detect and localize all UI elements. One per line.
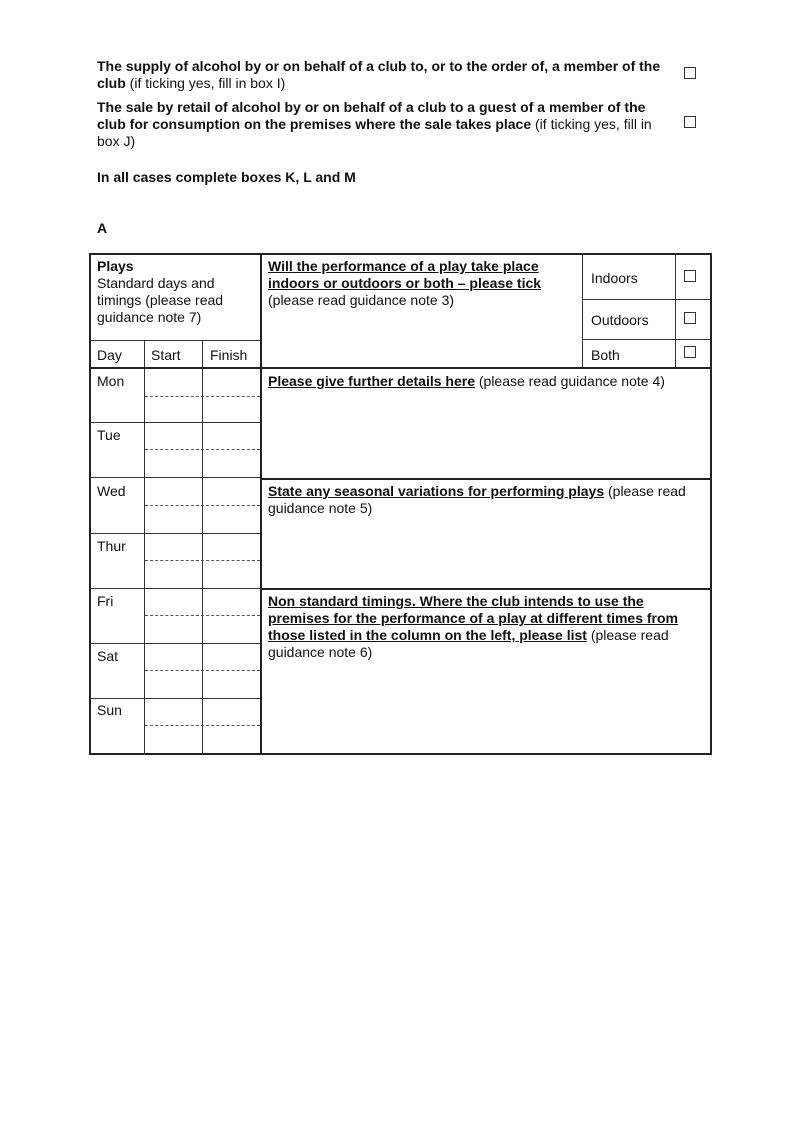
fri-divider [145, 615, 260, 616]
row-line-tue [90, 477, 260, 478]
location-question [268, 258, 576, 309]
wed-divider [145, 505, 260, 506]
option-indoors-label: Indoors [591, 270, 638, 286]
day-label-wed: Wed [97, 483, 126, 499]
row-line-sat [90, 698, 260, 699]
sun-divider [145, 725, 260, 726]
line-indoors-bottom [583, 299, 711, 300]
row-line-wed [90, 533, 260, 534]
seasonal-variations-section [268, 483, 688, 517]
tue-divider [145, 449, 260, 450]
divider-left-right [260, 253, 262, 755]
alcohol-sale-guest-checkbox[interactable] [684, 116, 696, 128]
indoors-checkbox[interactable] [684, 270, 696, 282]
further-details-note: (please read guidance note 4) [474, 373, 665, 389]
section-letter: A [97, 220, 108, 236]
divider-tick-column [675, 253, 676, 368]
line-outdoors-bottom [583, 339, 711, 340]
line-day-header-bottom [90, 367, 711, 369]
location-question-note: (please read guidance note 3) [268, 292, 455, 308]
alcohol-supply-member-note: (if ticking yes, fill in box I) [125, 75, 286, 91]
divider-start-finish [202, 340, 203, 755]
row-line-mon [90, 422, 260, 423]
sat-divider [145, 670, 260, 671]
alcohol-supply-member-text: The supply of alcohol by or on behalf of a club to, or to the order of, a member of the club [97, 58, 661, 91]
divider-location-options [582, 253, 583, 368]
line-further-details-bottom [261, 478, 711, 480]
seasonal-variations-note: (please read guidance note 5) [268, 483, 686, 516]
non-standard-timings-label: Non standard timings. Where the club intends to use the premises for the performance of a play at different times from those listed in the column on the left, please list [268, 593, 678, 643]
thur-divider [145, 560, 260, 561]
day-label-tue: Tue [97, 427, 121, 443]
non-standard-timings-note: (please read guidance note 6) [268, 627, 669, 660]
row-line-thur [90, 588, 260, 589]
column-start-header: Start [151, 347, 181, 363]
alcohol-supply-member-checkbox[interactable] [684, 67, 696, 79]
plays-title: Plays [97, 258, 134, 274]
further-details-label: Please give further details here [268, 373, 475, 389]
mon-divider [145, 396, 260, 397]
day-label-thur: Thur [97, 538, 126, 554]
option-both-label: Both [591, 347, 620, 363]
option-outdoors-label: Outdoors [591, 312, 649, 328]
plays-subtitle: Standard days and timings (please read guidance note 7) [97, 275, 224, 325]
column-finish-header: Finish [210, 347, 248, 363]
day-label-sat: Sat [97, 648, 119, 664]
seasonal-variations-label: State any seasonal variations for performing plays [268, 483, 605, 499]
row-line-fri [90, 643, 260, 644]
all-cases-instruction: In all cases complete boxes K, L and M [97, 169, 356, 185]
alcohol-sale-guest-option [97, 99, 671, 150]
day-label-sun: Sun [97, 702, 122, 718]
location-question-text: Will the performance of a play take place indoors or outdoors or both – please tick [268, 258, 542, 291]
plays-header [97, 258, 257, 326]
outdoors-checkbox[interactable] [684, 312, 696, 324]
day-label-mon: Mon [97, 373, 125, 389]
alcohol-sale-guest-text: The sale by retail of alcohol by or on behalf of a club to a guest of a member of the club for consumption on the premises where the sale takes place [97, 99, 646, 132]
day-label-fri: Fri [97, 593, 114, 609]
line-seasonal-bottom [261, 588, 711, 590]
further-details-section [268, 373, 708, 390]
line-plays-header-bottom [90, 340, 260, 341]
alcohol-supply-member-option [97, 58, 671, 92]
column-day-header: Day [97, 347, 122, 363]
both-checkbox[interactable] [684, 346, 696, 358]
non-standard-timings-section [268, 593, 706, 661]
alcohol-sale-guest-note: (if ticking yes, fill in box J) [97, 116, 652, 149]
divider-day-start [144, 340, 145, 755]
